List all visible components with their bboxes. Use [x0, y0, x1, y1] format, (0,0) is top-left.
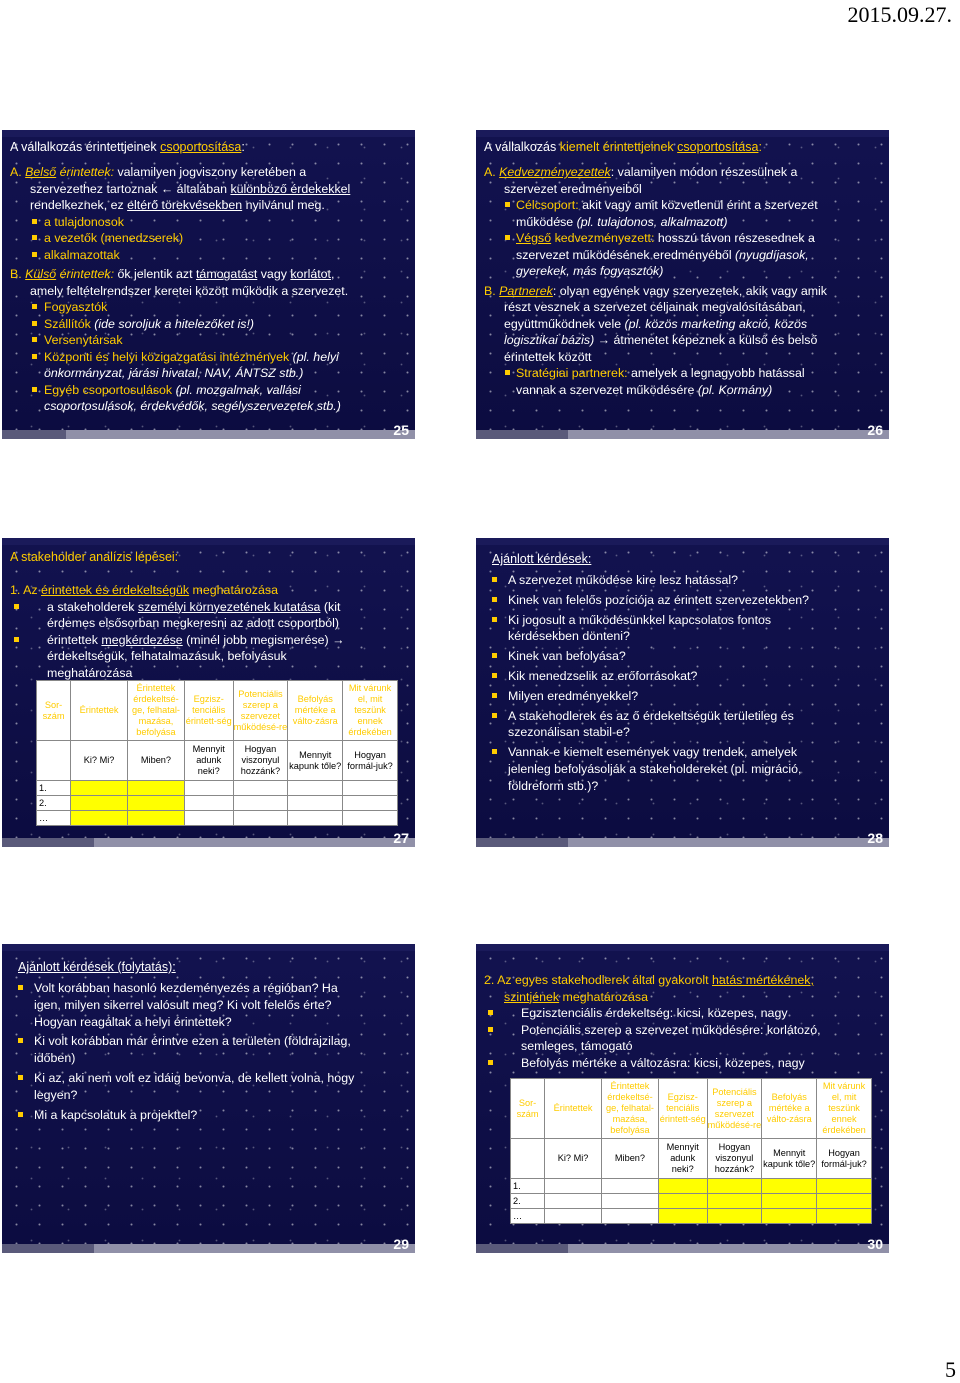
slide-top-bar	[2, 944, 415, 951]
slide-title: Ajánlott kérdések (folytatás):	[18, 960, 176, 974]
list-item: A stakehodlerek és az ő érdekeltségük területileg és szezonálisan stabil-e?	[488, 708, 879, 742]
slide-28	[476, 538, 889, 847]
slide-bottom-bar	[476, 838, 889, 847]
stakeholder-table: Sor-szám Érintettek Érintettek érdekeltsé-ge, felhatal-mazása, befolyása Egzisz-tenciális érintett-ség Potenciális szerep a szervezet működésé-re Befolyás mértéke a válto-zásra Mit várunk el, mit teszünk ennek érdekében Ki? Mi? Miben? Mennyit adunk neki? Hogyan viszonyul hozzánk? Mennyit kapunk tőle? Hogyan formál-juk? 1. 2. …	[36, 680, 398, 826]
slide-top-bar	[2, 538, 415, 545]
slide-26	[476, 130, 889, 439]
slide-top-bar	[2, 130, 415, 137]
list-item: Ki jogosult a működésünkkel kapcsolatos fontos kérdésekben dönteni?	[488, 612, 879, 646]
table-row: 2.	[37, 796, 398, 811]
slide-number: 29	[393, 1236, 409, 1252]
list-item: Ki volt korábban már érintve ezen a területen (földrajzilag, időben)	[14, 1033, 405, 1067]
list-item: érintettek megkérdezése (minél jobb megismerése) →	[10, 632, 405, 649]
slide-body	[488, 572, 879, 798]
table-row: …	[37, 811, 398, 826]
table-row: 1.	[37, 781, 398, 796]
list-item: Kik menedzselik az erőforrásokat?	[488, 668, 879, 685]
slide-title: A vállalkozás kiemelt érintettjeinek csoportosítása:	[484, 140, 762, 154]
table-row: …	[511, 1209, 872, 1224]
slide-top-bar	[476, 944, 889, 951]
list-item: Kinek van felelős pozíciója az érintett szervezetekben?	[488, 592, 879, 609]
slide-title: Ajánlott kérdések:	[492, 552, 592, 566]
list-item: Mi a kapcsolatuk a projekttel?	[14, 1107, 405, 1124]
list-item: a vezetők (menedzserek)	[10, 230, 405, 247]
list-item: Milyen eredményekkel?	[488, 688, 879, 705]
list-item: alkalmazottak	[10, 247, 405, 264]
list-item: Végső kedvezményezett: hosszú távon részesednek a	[484, 230, 879, 247]
list-item: A szervezet működése kire lesz hatással?	[488, 572, 879, 589]
slide-top-bar	[476, 130, 889, 137]
slide-27	[2, 538, 415, 847]
slide-body: A. Kedvezményezettek: valamilyen módon részesülnek a szervezet eredményeiből Célcsoport: akit vagy amit közvetlenül érint a szervezet működése (pl. tulajdonos, alkalmazott) Végső kedvezményezett: hosszú távon részesednek a szervezet működésének eredményéből (nyugdíjasok, gyerekek, más fogyasztók) B. Partnerek: olyan egyének vagy szervezetek, akik vagy amik részt vesznek a szervezet céljainak megvalósításában, együttműködnek vele (pl. közös marketing akció, közös logisztikai bázis) → átmenetet képeznek a külső és belső érintettek között Stratégiai partnerek: amelyek a legnagyobb hatással vannak a szervezet működésére (pl. Kormány)	[484, 164, 879, 398]
list-item: Befolyás mértéke a változásra: kicsi, közepes, nagy	[484, 1055, 879, 1072]
table-row: 1.	[511, 1179, 872, 1194]
list-item: Stratégiai partnerek: amelyek a legnagyobb hatással	[484, 365, 879, 382]
slide-bottom-bar	[2, 1244, 415, 1253]
list-item: Egyéb csoportosulások (pl. mozgalmak, vallási	[10, 382, 405, 399]
slide-title: A stakeholder analízis lépései:	[10, 550, 179, 564]
slide-29	[2, 944, 415, 1253]
slide-bottom-bar	[2, 430, 415, 439]
list-item: Kinek van befolyása?	[488, 648, 879, 665]
list-item: Szállítók (ide soroljuk a hitelezőket is!)	[10, 316, 405, 333]
list-item: Volt korábban hasonló kezdeményezés a régióban? Ha igen, milyen sikerrel valósult meg? Ki volt felelős érte? Hogyan reagáltak a helyi érintettek?	[14, 980, 405, 1030]
slide-number: 27	[393, 830, 409, 846]
stakeholder-table: Sor-szám Érintettek Érintettek érdekeltsé-ge, felhatal-mazása, befolyása Egzisz-tenciális érintett-ség Potenciális szerep a szervezet működésé-re Befolyás mértéke a válto-zásra Mit várunk el, mit teszünk ennek érdekében Ki? Mi? Miben? Mennyit adunk neki? Hogyan viszonyul hozzánk? Mennyit kapunk tőle? Hogyan formál-juk? 1. 2. …	[510, 1078, 872, 1224]
list-item: Potenciális szerep a szervezet működésére: korlátozó, semleges, támogató	[484, 1022, 879, 1055]
slide-30	[476, 944, 889, 1253]
slide-top-bar	[476, 538, 889, 545]
table-row: 2.	[511, 1194, 872, 1209]
list-item: Ki az, aki nem volt ez idáig bevonva, de kellett volna, hogy legyen?	[14, 1070, 405, 1104]
slide-title: A vállalkozás érintettjeinek csoportosítása:	[10, 140, 245, 154]
list-item: a stakeholderek személyi környezetének kutatása (kit	[10, 599, 405, 616]
slide-bottom-bar	[476, 430, 889, 439]
page-number: 5	[945, 1357, 956, 1382]
list-item: a tulajdonosok	[10, 214, 405, 231]
slide-body: 1. Az érintettek és érdekeltségük meghatározása a stakeholderek személyi környezetének kutatása (kit érdemes elsősorban megkeresni az adott csoportból) érintettek megkérdezése (minél jobb megismerése) → érdekeltségük, felhatalmazásuk, befolyásuk meghatározása	[10, 582, 405, 681]
slide-bottom-bar	[2, 838, 415, 847]
slide-body: 2. Az egyes stakehodlerek által gyakorolt hatás mértékének, szintjének meghatározása Egzisztenciális érdekeltség: kicsi, közepes, nagy Potenciális szerep a szervezet működésére: korlátozó, semleges, támogató Befolyás mértéke a változásra: kicsi, közepes, nagy	[484, 972, 879, 1071]
slide-25	[2, 130, 415, 439]
slide-number: 26	[867, 422, 883, 438]
list-item: Fogyasztók	[10, 299, 405, 316]
list-item: Versenytársak	[10, 332, 405, 349]
list-item: Célcsoport: akit vagy amit közvetlenül érint a szervezet	[484, 197, 879, 214]
header-date: 2015.09.27.	[847, 2, 952, 27]
list-item: Egzisztenciális érdekeltség: kicsi, közepes, nagy	[484, 1005, 879, 1022]
slide-bottom-bar	[476, 1244, 889, 1253]
list-item: Vannak-e kiemelt események vagy trendek, amelyek jelenleg befolyásolják a stakeholdereket (pl. migráció, földreform stb.)?	[488, 744, 879, 794]
slide-number: 28	[867, 830, 883, 846]
slide-number: 30	[867, 1236, 883, 1252]
slide-body	[14, 980, 405, 1126]
slide-number: 25	[393, 422, 409, 438]
slide-body: A. Belső érintettek: valamilyen jogviszony keretében a szervezethez tartoznak ← általában különböző érdekekkel rendelkeznek, ez eltérő törekvésekben nyilvánul meg. a tulajdonosok a vezetők (menedzserek) alkalmazottak B. Külső érintettek: ők jelentik azt támogatást vagy korlátot, amely feltételrendszer keretei között működik a szervezet. Fogyasztók Szállítók (ide soroljuk a hitelezőket is!) Versenytársak Központi és helyi közigazgatási intézmények (pl. helyi önkormányzat, járási hivatal, NAV, ÁNTSZ stb.) Egyéb csoportosulások (pl. mozgalmak, vallási csoportosulások, érdekvédők, segélyszervezetek stb.)	[10, 164, 405, 415]
list-item: Központi és helyi közigazgatási intézmények (pl. helyi	[10, 349, 405, 366]
